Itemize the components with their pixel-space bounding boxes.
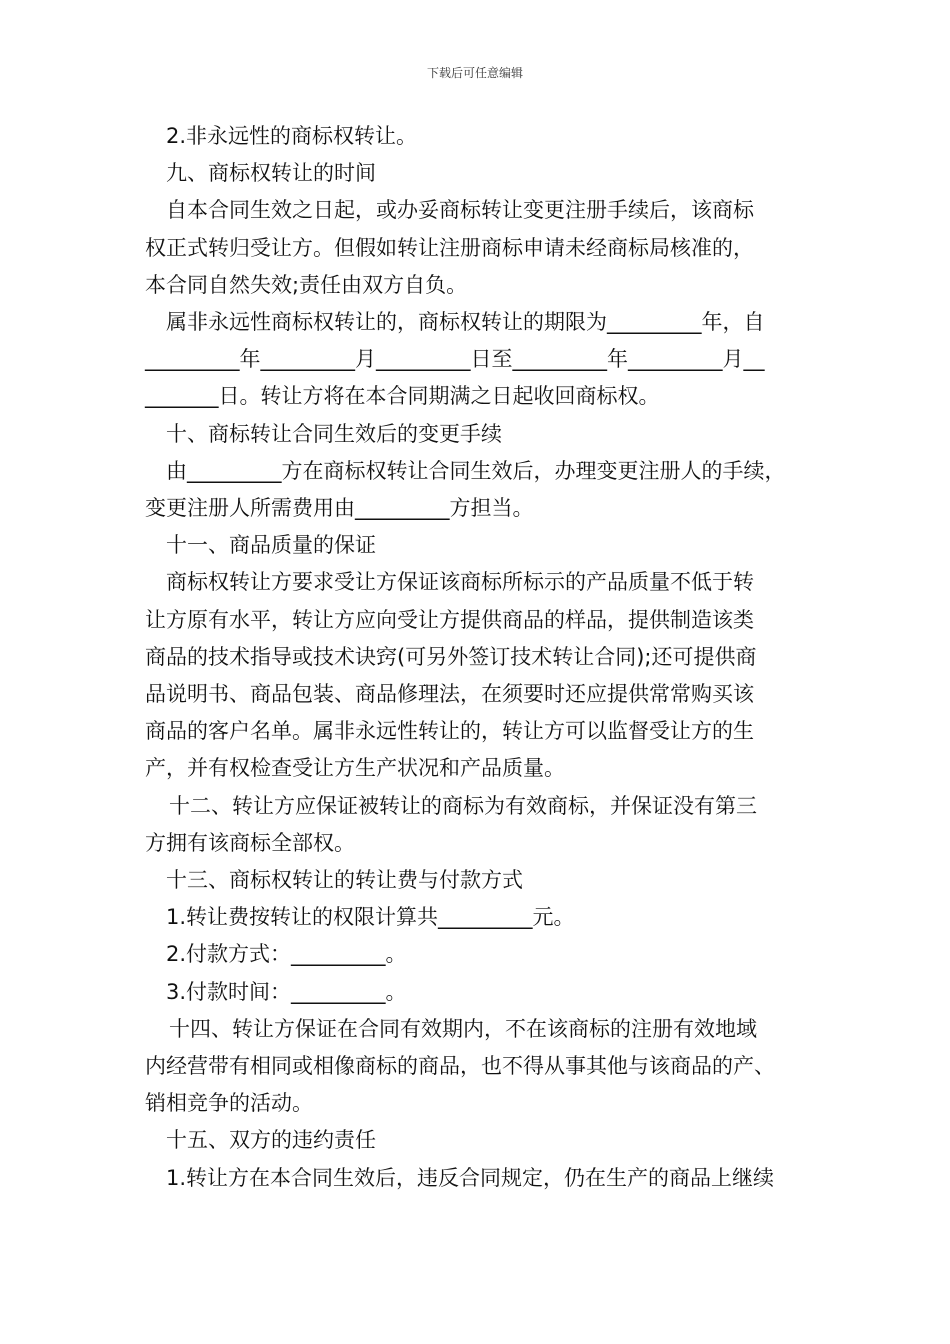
text-line: 变更注册人所需费用由_________方担当。 [145, 496, 534, 521]
text-line: 十二、转让方应保证被转让的商标为有效商标，并保证没有第三 [169, 793, 757, 818]
text-line: 商品的客户名单。属非永远性转让的，转让方可以监督受让方的生 [145, 719, 754, 744]
page-header: 下载后可任意编辑 [426, 66, 523, 80]
text-line: 自本合同生效之日起，或办妥商标转让变更注册手续后，该商标 [166, 198, 754, 223]
text-line: 商品的技术指导或技术诀窍(可另外签订技术转让合同);还可提供商 [145, 644, 757, 669]
text-line: 十五、双方的违约责任 [166, 1128, 376, 1153]
text-line: 商标权转让方要求受让方保证该商标所标示的产品质量不低于转 [166, 570, 754, 595]
text-line: 内经营带有相同或相像商标的商品，也不得从事其他与该商品的产、 [145, 1054, 775, 1079]
text-line: 销相竞争的活动。 [145, 1091, 313, 1116]
text-line: 十四、转让方保证在合同有效期内，不在该商标的注册有效地域 [169, 1016, 757, 1041]
text-line: 十三、商标权转让的转让费与付款方式 [166, 868, 523, 893]
text-line: 九、商标权转让的时间 [166, 161, 376, 186]
text-line: 让方原有水平，转让方应向受让方提供商品的样品，提供制造该类 [145, 607, 754, 632]
text-line: 3.付款时间：_________。 [166, 979, 407, 1004]
text-line: 2.付款方式：_________。 [166, 942, 407, 967]
text-line: 十、商标转让合同生效后的变更手续 [166, 421, 502, 446]
text-line: 十一、商品质量的保证 [166, 533, 376, 558]
text-line: 权正式转归受让方。但假如转让注册商标申请未经商标局核准的， [145, 235, 754, 260]
text-line: 本合同自然失效;责任由双方自负。 [145, 272, 468, 297]
text-line: 属非永远性商标权转让的，商标权转让的期限为_________年，自 [166, 310, 765, 335]
text-line: 1.转让方在本合同生效后，违反合同规定，仍在生产的商品上继续 [166, 1165, 775, 1190]
text-line: 产，并有权检查受让方生产状况和产品质量。 [145, 756, 565, 781]
text-line: _________年_________月_________日至_________年_________月__ [145, 347, 765, 372]
text-line: 由_________方在商标权转让合同生效后，办理变更注册人的手续， [166, 458, 786, 483]
document-body [145, 118, 825, 1197]
text-line: 2.非永远性的商标权转让。 [166, 124, 418, 148]
text-line: 1.转让费按转让的权限计算共_________元。 [166, 905, 575, 930]
text-line: 品说明书、商品包装、商品修理法，在须要时还应提供常常购买该 [145, 682, 754, 707]
text-line: _______日。转让方将在本合同期满之日起收回商标权。 [145, 384, 660, 409]
text-line: 方拥有该商标全部权。 [145, 830, 355, 855]
